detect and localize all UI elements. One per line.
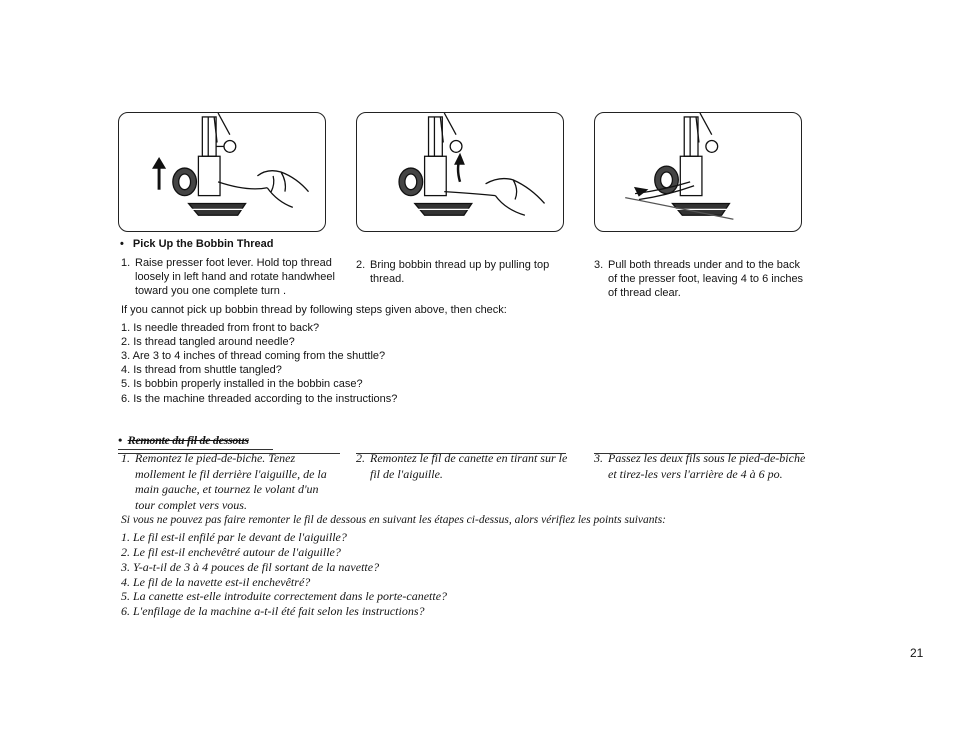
- english-heading: [120, 237, 274, 251]
- french-check-2: 2. Le fil est-il enchevêtré autour de l'aiguille?: [121, 545, 341, 559]
- heading-text: Pick Up the Bobbin Thread: [132, 238, 274, 250]
- french-check-1: 1. Le fil est-il enfilé par le devant de l'aiguille?: [121, 530, 347, 544]
- english-check-4: 4. Is thread from shuttle tangled?: [121, 364, 282, 376]
- illustration-2: [356, 112, 564, 232]
- french-check-6: 6. L'enfilage de la machine a-t-il été fait selon les instructions?: [121, 604, 425, 618]
- page-number: 21: [910, 646, 924, 660]
- english-check-5: 5. Is bobbin properly installed in the bobbin case?: [121, 378, 363, 390]
- english-check-3: 3. Are 3 to 4 inches of thread coming from the shuttle?: [121, 350, 386, 362]
- bullet: •: [118, 433, 122, 447]
- bobbin-thread-pull-illustration-icon: [357, 113, 563, 231]
- french-heading-rule: [118, 449, 273, 450]
- illustration-1: [118, 112, 326, 232]
- threads-back-illustration-icon: [595, 113, 801, 231]
- bullet: •: [120, 238, 124, 250]
- english-intro: If you cannot pick up bobbin thread by following steps given above, then check:: [121, 304, 507, 316]
- illustration-3: [594, 112, 802, 232]
- french-check-4: 4. Le fil de la navette est-il enchevêtré?: [121, 575, 311, 589]
- english-check-2: 2. Is thread tangled around needle?: [121, 336, 295, 348]
- french-intro: Si vous ne pouvez pas faire remonter le fil de dessous en suivant les étapes ci-dessus, alors vérifiez les points suivants:: [121, 514, 667, 526]
- french-check-5: 5. La canette est-elle introduite correctement dans le porte-canette?: [121, 589, 448, 603]
- english-check-6: 6. Is the machine threaded according to the instructions?: [121, 393, 398, 405]
- heading-text: Remonte du fil de dessous: [127, 433, 249, 447]
- french-heading: [118, 433, 249, 448]
- presser-foot-raise-illustration-icon: [119, 113, 325, 231]
- english-check-1: 1. Is needle threaded from front to back?: [121, 322, 320, 334]
- french-check-3: 3. Y-a-t-il de 3 à 4 pouces de fil sortant de la navette?: [121, 560, 380, 574]
